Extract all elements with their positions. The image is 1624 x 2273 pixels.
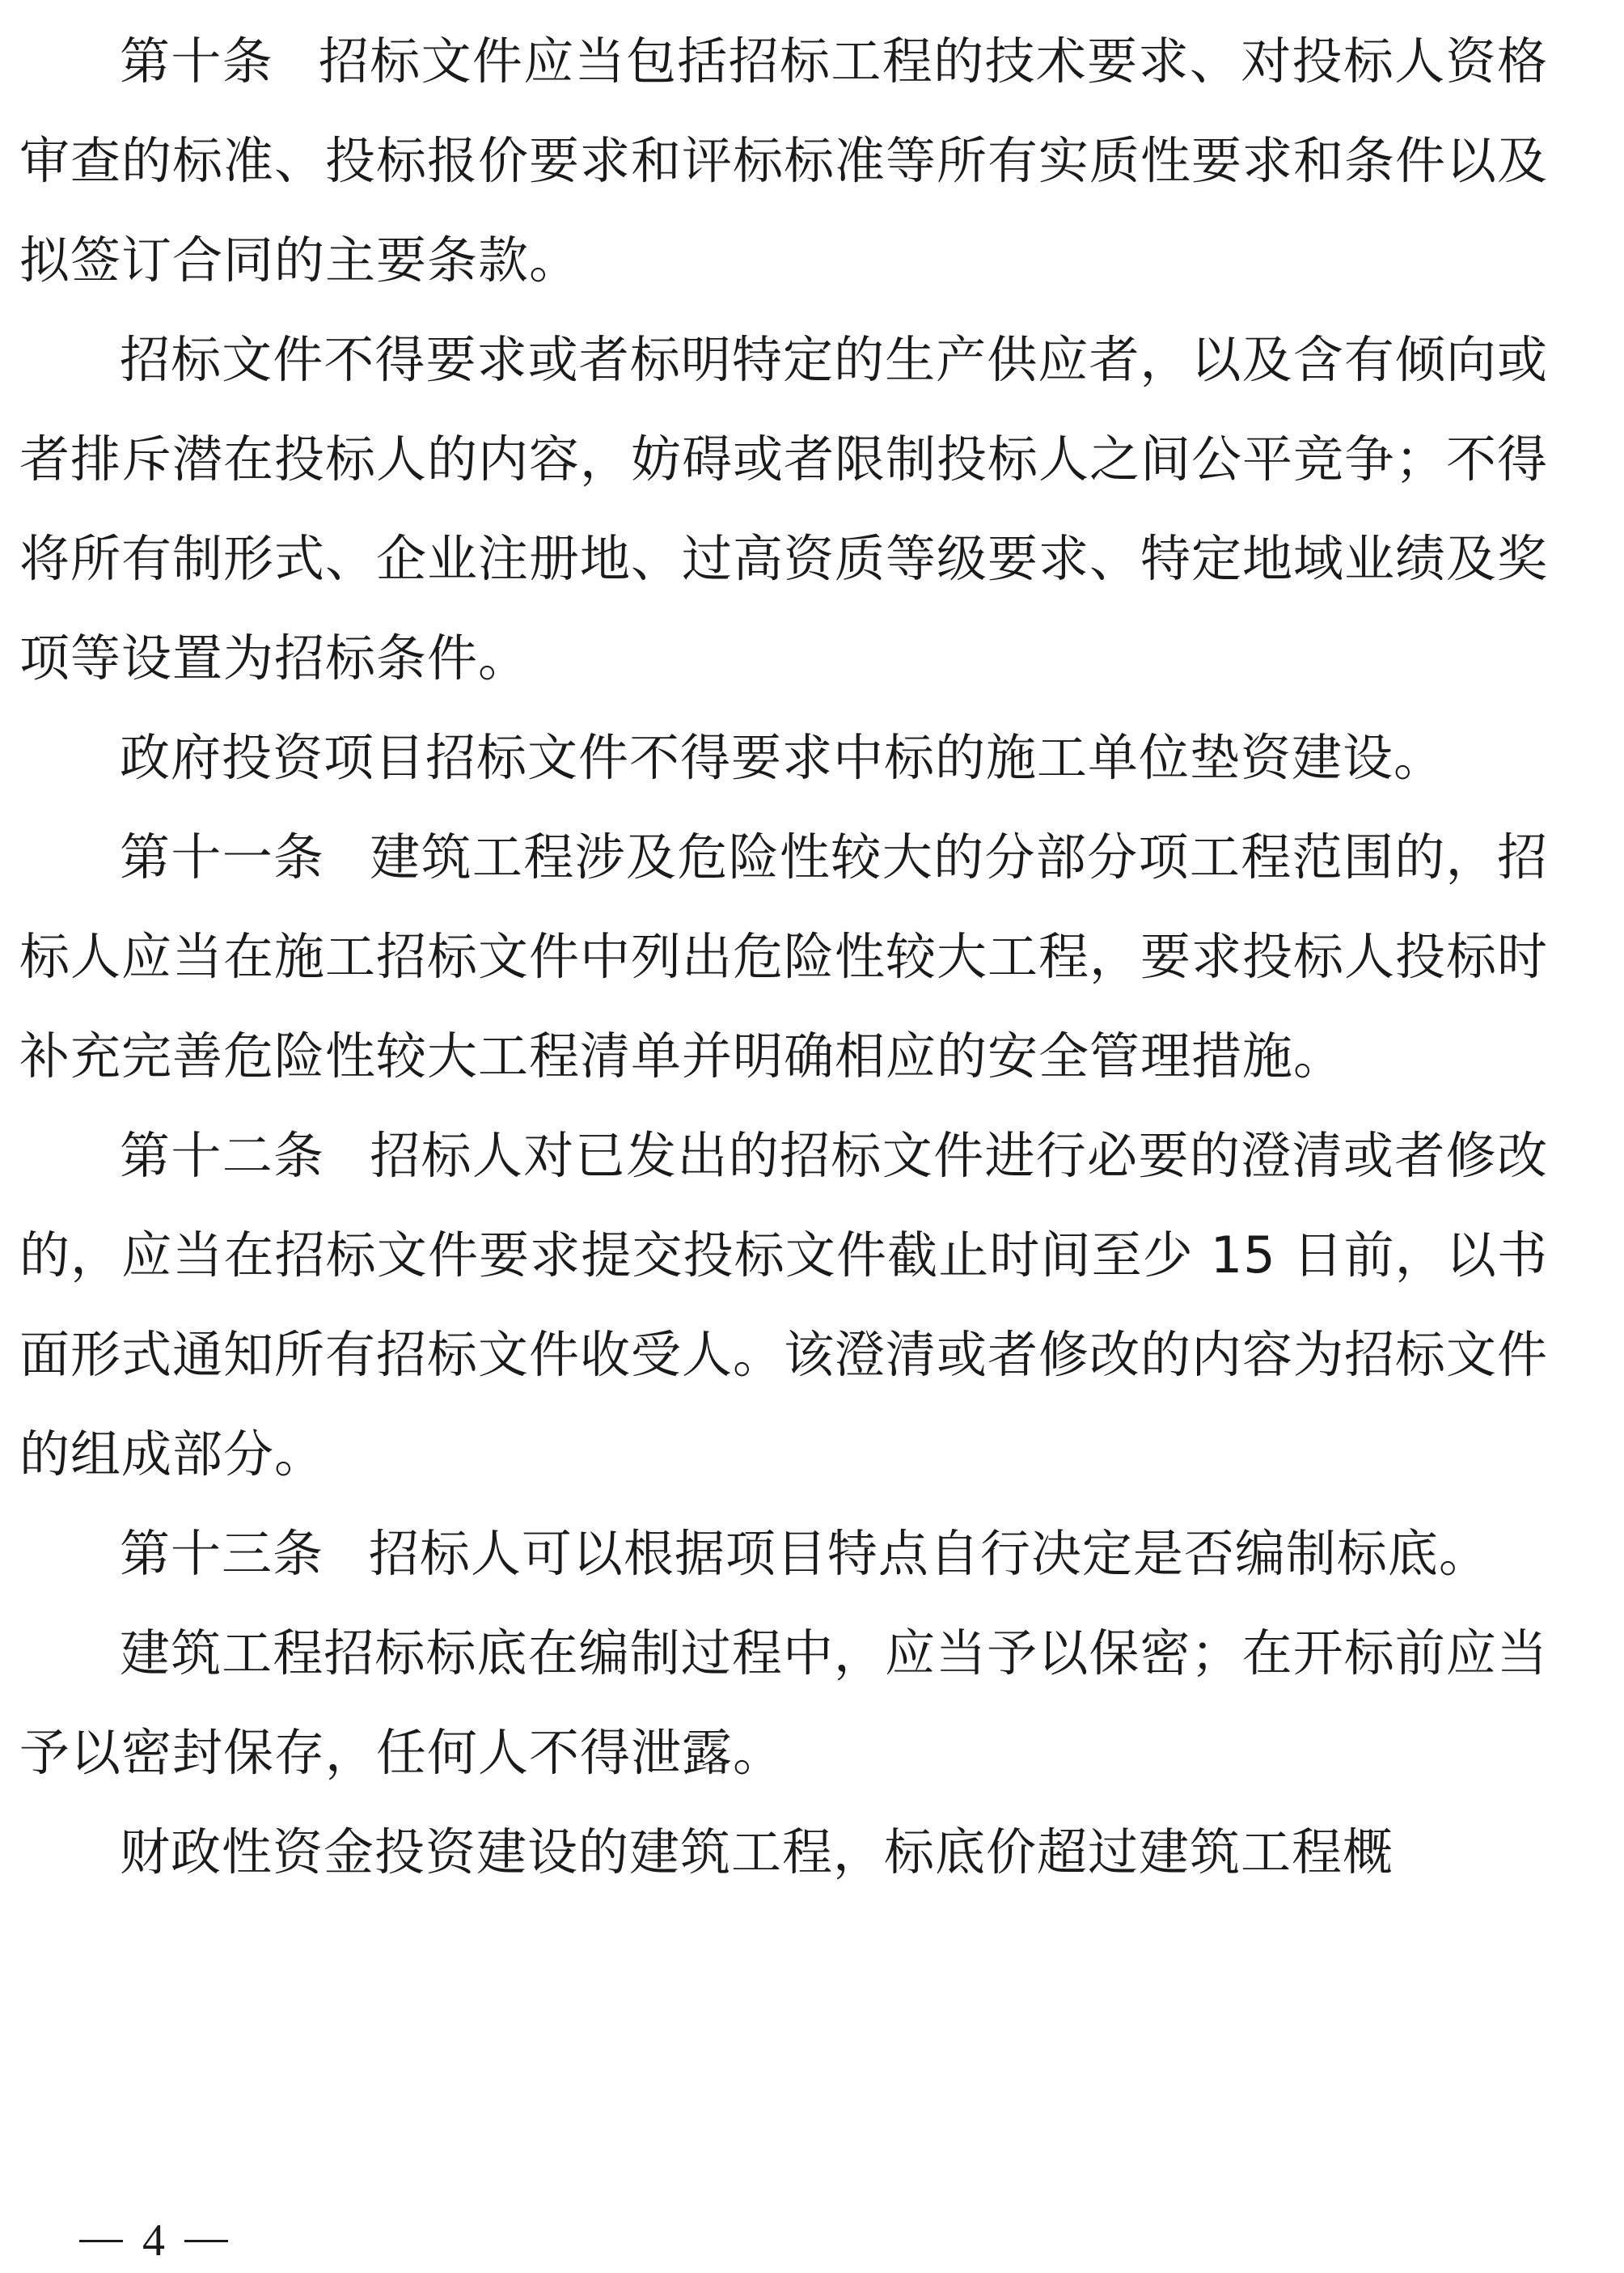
article-12-paragraph [19, 1106, 1548, 1504]
article-11-paragraph [19, 807, 1548, 1106]
paragraph-text: 建筑工程涉及危险性较大的分部分项工程范围的，招标人应当在施工招标文件中列出危险性较大工程，要求投标人投标时补充完善危险性较大工程清单并明确相应的安全管理措施。 [19, 828, 1549, 1086]
article-13-paragraph-3 [19, 1802, 1548, 1902]
document-body [19, 11, 1548, 1902]
article-10-paragraph-2 [19, 310, 1548, 708]
article-10-paragraph [19, 11, 1548, 310]
paragraph-text: 招标文件应当包括招标工程的技术要求、对投标人资格审查的标准、投标报价要求和评标标准等所有实质性要求和条件以及拟签订合同的主要条款。 [19, 32, 1549, 290]
page-number: 4 [142, 2216, 165, 2266]
article-13-paragraph-2 [19, 1603, 1548, 1802]
article-label: 第十二条 [120, 1126, 325, 1185]
article-13-paragraph [19, 1504, 1548, 1603]
paragraph-text: 建筑工程招标标底在编制过程中，应当予以保密；在开标前应当予以密封保存，任何人不得泄露。 [19, 1623, 1548, 1782]
paragraph-text: 招标文件不得要求或者标明特定的生产供应者，以及含有倾向或者排斥潜在投标人的内容，妨碍或者限制投标人之间公平竞争；不得将所有制形式、企业注册地、过高资质等级要求、特定地域业绩及奖项等设置为招标条件。 [19, 330, 1549, 688]
article-10-paragraph-3 [19, 708, 1548, 807]
footer-dash-right [184, 2240, 228, 2242]
page-footer [79, 2215, 228, 2267]
footer-dash-left [79, 2240, 123, 2242]
article-label: 第十条 [120, 32, 274, 91]
article-label: 第十一条 [120, 828, 325, 887]
paragraph-text: 招标人对已发出的招标文件进行必要的澄清或者修改的，应当在招标文件要求提交投标文件截止时间至少 15 日前，以书面形式通知所有招标文件收受人。该澄清或者修改的内容为招标文件的组成部分。 [19, 1126, 1549, 1484]
article-label: 第十三条 [120, 1524, 324, 1583]
paragraph-text: 招标人可以根据项目特点自行决定是否编制标底。 [368, 1524, 1490, 1583]
paragraph-text: 政府投资项目招标文件不得要求中标的施工单位垫资建设。 [120, 728, 1445, 787]
paragraph-text: 财政性资金投资建设的建筑工程，标底价超过建筑工程概 [120, 1822, 1394, 1881]
